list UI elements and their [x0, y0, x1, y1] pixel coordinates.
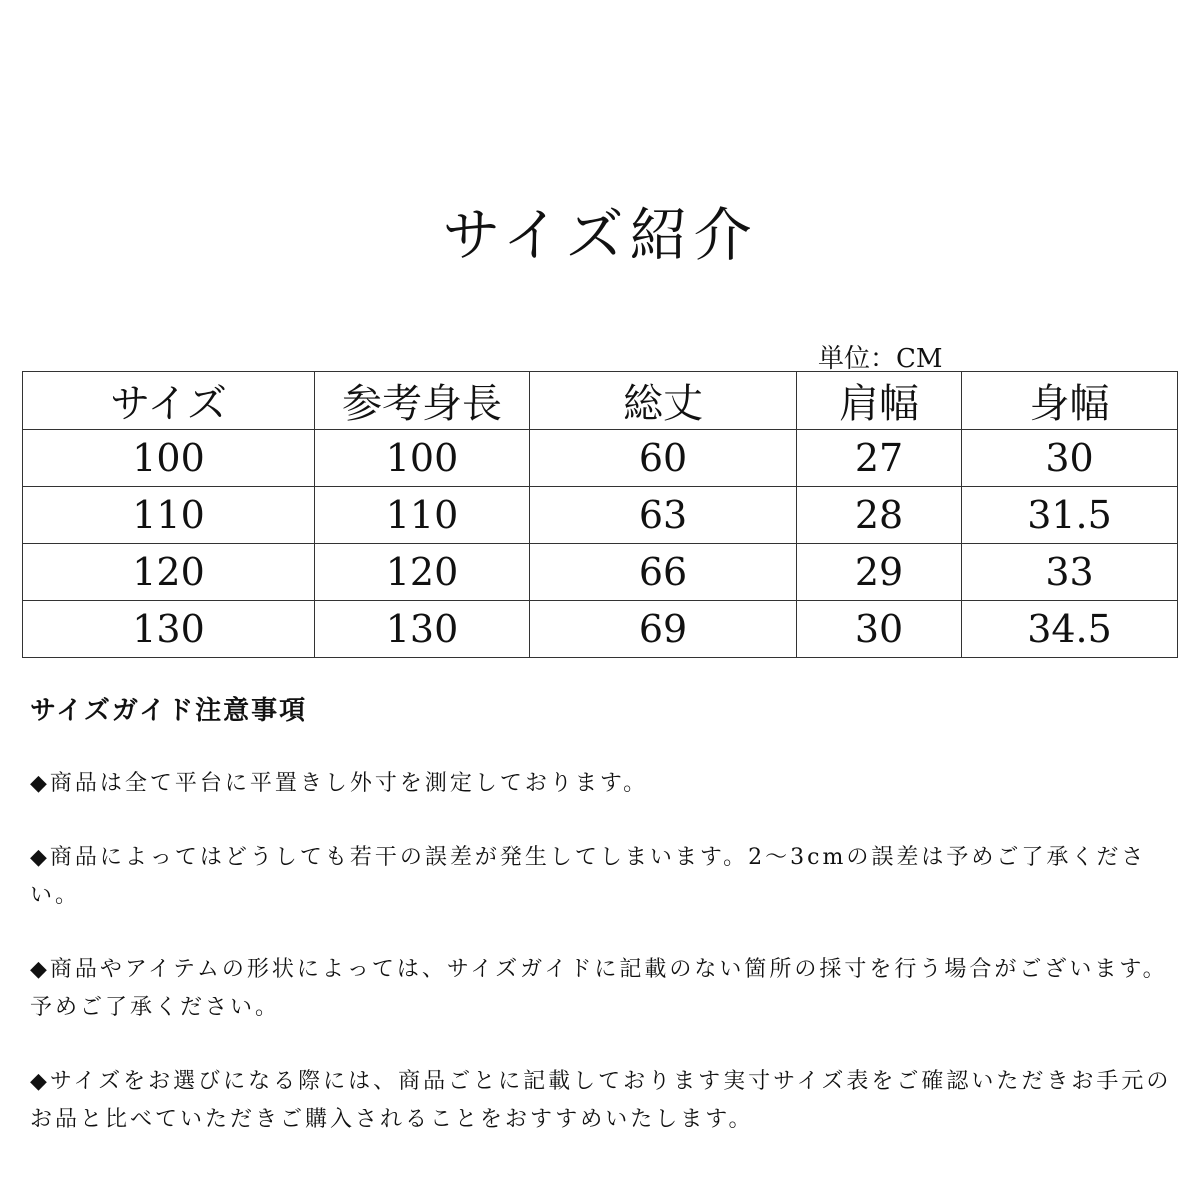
table-cell: 66: [530, 544, 797, 601]
table-cell: 30: [797, 601, 962, 658]
page-title: サイズ紹介: [442, 201, 758, 269]
unit-label: 単位：CM: [818, 344, 943, 374]
table-cell: 28: [797, 487, 962, 544]
table-row: [23, 544, 1178, 601]
table-cell: 130: [23, 601, 315, 658]
table-row: [23, 487, 1178, 544]
table-cell: 100: [315, 430, 530, 487]
table-cell: 60: [530, 430, 797, 487]
table-cell: 34.5: [962, 601, 1178, 658]
table-cell: 130: [315, 601, 530, 658]
table-cell: 63: [530, 487, 797, 544]
notes-heading: サイズガイド注意事項: [30, 696, 308, 726]
table-header-row: [23, 372, 1178, 430]
table-cell: 27: [797, 430, 962, 487]
header-total-length: 総丈: [530, 372, 797, 430]
size-guide-notes: [30, 690, 1175, 1175]
table-cell: 120: [315, 544, 530, 601]
header-reference-height: 参考身長: [315, 372, 530, 430]
table-row: [23, 601, 1178, 658]
table-cell: 69: [530, 601, 797, 658]
header-body-width: 身幅: [962, 372, 1178, 430]
table-cell: 31.5: [962, 487, 1178, 544]
header-shoulder-width: 肩幅: [797, 372, 962, 430]
table-row: [23, 430, 1178, 487]
size-table: [22, 371, 1178, 658]
table-cell: 30: [962, 430, 1178, 487]
table-cell: 29: [797, 544, 962, 601]
table-cell: 110: [23, 487, 315, 544]
note-item: ◆サイズをお選びになる際には、商品ごとに記載しております実寸サイズ表をご確認いただきお手元のお品と比べていただきご購入されることをおすすめいたします。: [30, 1069, 1172, 1132]
note-item: ◆商品は全て平台に平置きし外寸を測定しております。: [30, 771, 649, 796]
header-size: サイズ: [23, 372, 315, 430]
table-cell: 33: [962, 544, 1178, 601]
table-cell: 100: [23, 430, 315, 487]
table-cell: 110: [315, 487, 530, 544]
note-item: ◆商品やアイテムの形状によっては、サイズガイドに記載のない箇所の採寸を行う場合がございます。予めご了承ください。: [30, 957, 1168, 1020]
table-cell: 120: [23, 544, 315, 601]
note-item: ◆商品によってはどうしても若干の誤差が発生してしまいます。2～3cmの誤差は予めご了承ください。: [30, 845, 1147, 908]
